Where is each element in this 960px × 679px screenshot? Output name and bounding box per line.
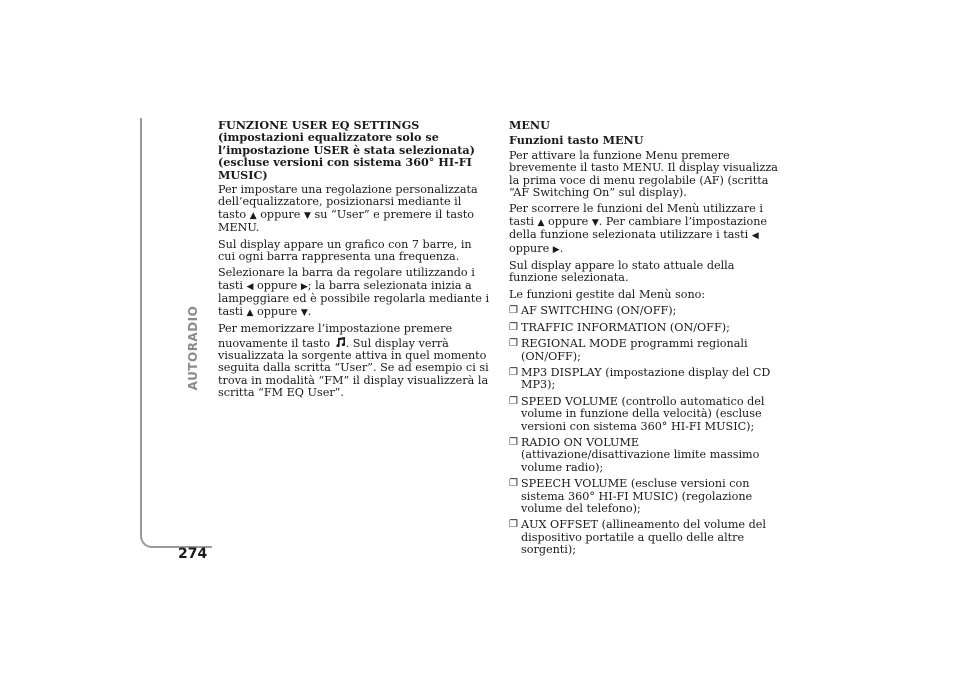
- page-number: 274: [178, 546, 208, 562]
- checkbox-bullet-icon: ❐: [509, 366, 518, 378]
- checkbox-bullet-icon: ❐: [509, 436, 518, 448]
- paragraph: Per impostare una regolazione personalizzata dell’equalizzatore, posizionarsi mediante il tasto ▲ oppure ▼ su “User” e premere il tasto MENU.: [218, 183, 478, 235]
- paragraph: Sul display appare un grafico con 7 barre, in cui ogni barra rappresenta una frequenza.: [218, 237, 472, 264]
- checkbox-bullet-icon: ❐: [509, 321, 518, 333]
- paragraph: Le funzioni gestite dal Menù sono:: [509, 287, 706, 301]
- checkbox-bullet-icon: ❐: [509, 395, 518, 407]
- paragraph: Per memorizzare l’impostazione premere nuovamente il tasto . Sul display verrà visualizzata la sorgente attiva in quel momento seguita dalla scritta “User”. Se ad esempio ci si trova in modalità “FM” il display visualizzerà la scritta “FM EQ User”.: [218, 322, 489, 400]
- arrow-up-icon: ▲: [249, 210, 257, 221]
- list-item: ❐ TRAFFIC INFORMATION (ON/OFF);: [509, 320, 730, 334]
- list-item: ❐ MP3 DISPLAY (impostazione display del CD MP3);: [509, 365, 771, 392]
- paragraph: Sul display appare lo stato attuale della funzione selezionata.: [509, 259, 735, 285]
- left-column: [218, 119, 490, 404]
- music-note-icon: [334, 337, 346, 350]
- paragraph: Per scorrere le funzioni del Menù utilizzare i tasti ▲ oppure ▼. Per cambiare l’impostazione della funzione selezionata utilizzare i tasti ◀ oppure ▶.: [509, 202, 768, 255]
- arrow-right-icon: ▶: [552, 244, 560, 255]
- section-side-label: AUTORADIO: [186, 305, 200, 391]
- right-column: [509, 119, 779, 561]
- paragraph: Per attivare la funzione Menu premere brevemente il tasto MENU. Il display visualizza la prima voce di menu regolabile (AF) (scritta “AF Switching On” sul display).: [509, 148, 778, 200]
- list-item: ❐ REGIONAL MODE programmi regionali (ON/OFF);: [509, 337, 748, 363]
- list-item: ❐ SPEECH VOLUME (escluse versioni con sistema 360° HI-FI MUSIC) (regolazione volume del telefono);: [509, 477, 753, 515]
- arrow-up-icon: ▲: [537, 217, 545, 228]
- list-item: ❐ AUX OFFSET (allineamento del volume del dispositivo portatile a quello delle altre sorgenti);: [509, 518, 766, 557]
- list-item: ❐ AF SWITCHING (ON/OFF);: [509, 304, 677, 318]
- menu-heading: MENU: [509, 118, 550, 132]
- arrow-down-icon: ▼: [591, 217, 599, 228]
- list-item: ❐ RADIO ON VOLUME (attivazione/disattivazione limite massimo volume radio);: [509, 435, 760, 474]
- arrow-left-icon: ◀: [246, 281, 254, 292]
- checkbox-bullet-icon: ❐: [509, 478, 518, 490]
- checkbox-bullet-icon: ❐: [509, 338, 518, 350]
- page-margin-frame: [140, 118, 212, 548]
- section-heading: FUNZIONE USER EQ SETTINGS (impostazioni equalizzatore solo se l’impostazione USER è stata selezionata) (escluse versioni con sistema 360° HI-FI MUSIC): [218, 118, 475, 182]
- checkbox-bullet-icon: ❐: [509, 519, 518, 531]
- arrow-right-icon: ▶: [300, 281, 308, 292]
- arrow-down-icon: ▼: [300, 307, 308, 318]
- checkbox-bullet-icon: ❐: [509, 305, 518, 317]
- menu-subheading: Funzioni tasto MENU: [509, 133, 644, 148]
- arrow-down-icon: ▼: [303, 210, 311, 221]
- arrow-left-icon: ◀: [751, 231, 759, 242]
- list-item: ❐ SPEED VOLUME (controllo automatico del volume in funzione della velocità) (escluse versioni con sistema 360° HI-FI MUSIC);: [509, 394, 765, 433]
- paragraph: Selezionare la barra da regolare utilizzando i tasti ◀ oppure ▶; la barra selezionata inizia a lampeggiare ed è possibile regolarla mediante i tasti ▲ oppure ▼.: [218, 266, 490, 318]
- arrow-up-icon: ▲: [246, 307, 254, 318]
